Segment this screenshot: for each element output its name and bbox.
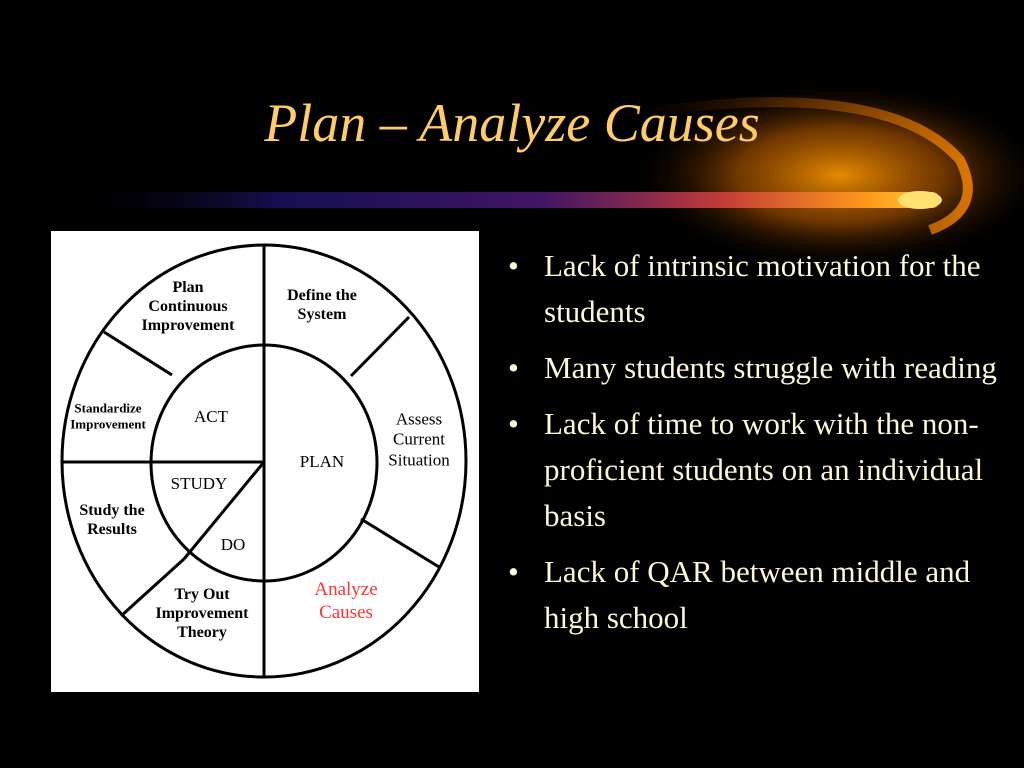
bullet-item <box>508 345 1008 391</box>
step-text: Situation <box>388 450 450 470</box>
step-define-the-system <box>287 286 357 324</box>
step-text: Analyze <box>314 579 378 601</box>
step-analyze-causes-highlighted <box>314 579 377 625</box>
step-text: Assess <box>395 409 443 429</box>
step-text: Causes <box>319 602 373 623</box>
step-text: Try Out <box>174 586 230 604</box>
step-try-out-improvement-theory <box>155 585 248 643</box>
spoke-upper-left <box>104 332 172 375</box>
pdsa-cycle-diagram <box>51 231 479 692</box>
step-assess-current-situation <box>388 409 449 470</box>
spoke-upper-right <box>351 317 409 376</box>
step-study-the-results <box>79 501 144 539</box>
step-text: Improvement <box>70 416 146 431</box>
step-text: Standardize <box>74 400 142 416</box>
step-standardize-improvement <box>70 400 146 431</box>
step-text: Define the <box>287 286 357 304</box>
quadrant-study: STUDY <box>170 473 228 493</box>
quadrant-do: DO <box>220 534 246 554</box>
bullet-item <box>508 401 1008 539</box>
step-text: Continuous <box>148 298 228 316</box>
bullet-item <box>508 243 1008 335</box>
bullet-dot-icon: • <box>508 554 519 589</box>
step-text: Study the <box>79 501 145 519</box>
slide-title: Plan – Analyze Causes <box>264 93 760 153</box>
step-text: Current <box>393 429 445 449</box>
bullet-text: Lack of intrinsic motivation for the students <box>544 248 981 329</box>
step-text: Results <box>87 521 137 538</box>
step-text: Improvement <box>155 605 249 623</box>
bullet-list <box>508 243 1008 651</box>
bullet-text: Lack of QAR between middle and high school <box>544 554 971 635</box>
bullet-item <box>508 549 1008 641</box>
bullet-text: Lack of time to work with the non-proficient students on an individual basis <box>544 406 984 533</box>
spoke-lower-right <box>361 519 439 567</box>
step-text: System <box>297 306 347 323</box>
step-text: Theory <box>177 624 227 642</box>
quadrant-act: ACT <box>194 406 228 426</box>
step-text: Improvement <box>141 317 235 335</box>
bullet-dot-icon: • <box>508 350 519 385</box>
quadrant-plan: PLAN <box>299 451 345 471</box>
step-plan-continuous-improvement <box>141 278 234 336</box>
step-text: Plan <box>172 279 204 297</box>
bullet-dot-icon: • <box>508 248 519 283</box>
bullet-dot-icon: • <box>508 406 519 441</box>
bullet-text: Many students struggle with reading <box>544 350 997 385</box>
